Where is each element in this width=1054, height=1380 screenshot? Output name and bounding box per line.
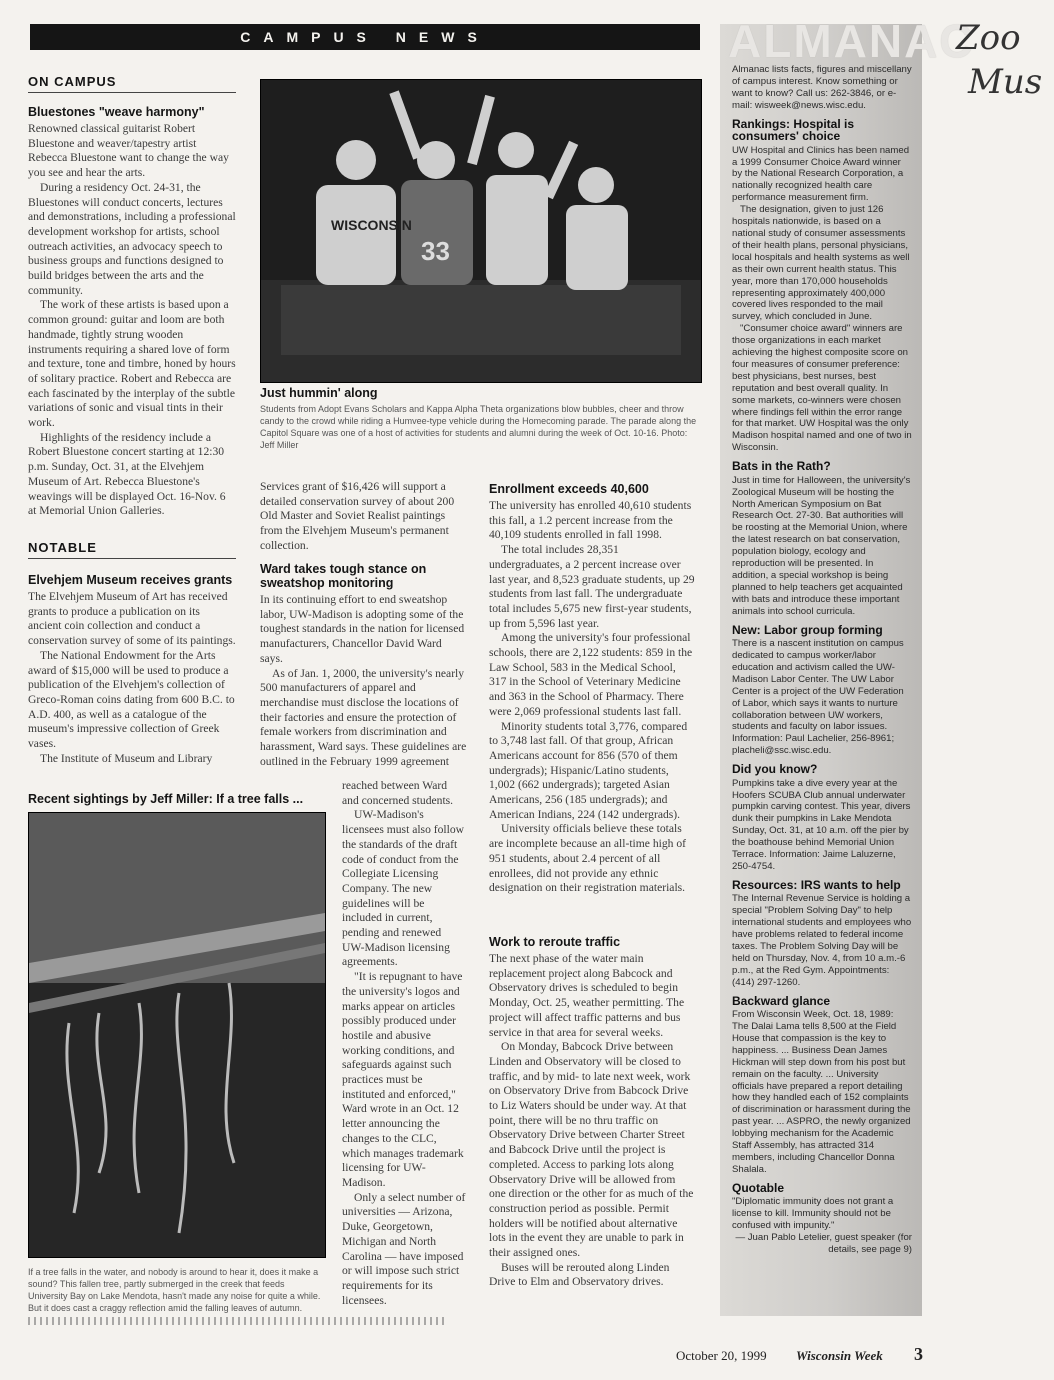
paragraph: reached between Ward and concerned students. (342, 779, 454, 807)
article-body (28, 590, 236, 766)
fallen-tree-photo (28, 812, 326, 1258)
handwritten-note-line1: Zoo (956, 18, 1021, 58)
almanac-item-heading: Did you know? (732, 762, 818, 777)
paragraph: Minority students total 3,776, compared to 3,748 last fall. Of that group, African Americans account for 856 (570 of them undergrads); Hispanic/Latino students, 1,002 (662 undergrads); targeted Asian Americans, 256 (185 undergrads); and American Indians, 224 (142 undergrads). (489, 719, 688, 821)
enrollment-article (489, 482, 695, 896)
article-headline: Enrollment exceeds 40,600 (489, 482, 649, 496)
section-label: ON CAMPUS (28, 74, 236, 93)
almanac-title: ALMANAC (728, 15, 975, 67)
article-body (260, 593, 467, 769)
svg-text:33: 33 (421, 236, 450, 266)
article-body (489, 499, 695, 896)
paragraph: UW Hospital and Clinics has been named a 1999 Consumer Choice Award winner by the National Research Corporation, a nationally recognized health care performance measurement firm. (732, 144, 910, 204)
paragraph: University officials believe these totals are incomplete because an all-time high of 951 students, about 2.4 percent of all enrollees, did not provide any ethnic designation on their registration materials. (489, 822, 687, 895)
paragraph: Services grant of $16,426 will support a detailed conservation survey of about 200 Old Master and Soviet Realist paintings from the Elvehjem Museum's permanent collection. (260, 480, 455, 552)
paragraph: "It is repugnant to have the university's logos and marks appear on articles possibly produced under hostile and abusive working conditions, and safeguards against such practices must be instituted and enforced," Ward wrote in an Oct. 12 letter announcing the changes to the CLC, which manages trademark licensing for UW-Madison. (342, 970, 464, 1189)
paragraph: From Wisconsin Week, Oct. 18, 1989: The Dalai Lama tells 8,500 at the Field House that compassion is the key to happiness. ... Business Dean James Hickman will step down from his post but remain on the faculty. ... University officials have prepared a report detailing how they handled each of 152 complaints of discrimination or harassment during the past year. ... ASPRO, the newly organized lobbying mechanism for the Academic Staff Assembly, has attracted 314 members, including Chancellor Donna Shalala. (732, 1009, 911, 1175)
issue-date: October 20, 1999 (676, 1348, 767, 1363)
paragraph: Renowned classical guitarist Robert Bluestone and weaver/tapestry artist Rebecca Bluestone want to change the way you see and hear the arts. (28, 122, 229, 180)
paragraph: The university has enrolled 40,610 students this fall, a 1.2 percent increase from the 40,109 students enrolled in fall 1998. (489, 499, 692, 542)
paragraph: During a residency Oct. 24-31, the Bluestones will conduct concerts, lectures and demonstrations, including a professional development workshop for artists, school outreach activities, an advocacy speech to business groups and functions designed to build bridges between the arts and the community. (28, 180, 236, 297)
paragraph: UW-Madison's licensees must also follow the standards of the draft code of conduct from the Collegiate Licensing Company. The new guidelines will be included in current, pending and renewed UW-Madison licensing agreements. (342, 808, 465, 969)
paragraph: In its continuing effort to end sweatshop labor, UW-Madison is adopting some of the toughest standards in the nation for licensed manufacturers, Chancellor David Ward says. (260, 593, 465, 665)
photo-headline-block (28, 792, 328, 809)
publication-name: Wisconsin Week (796, 1348, 883, 1363)
almanac-item-heading: Backward glance (732, 993, 831, 1008)
section-label: NOTABLE (28, 540, 236, 559)
almanac-sidebar (720, 24, 922, 1316)
notable-section (28, 540, 236, 766)
article-headline: Elvehjem Museum receives grants (28, 573, 233, 587)
paragraph: On Monday, Babcock Drive between Linden and Observatory will be closed to traffic, and by mid- to late next week, work on Observatory Drive from Babcock Drive to Liz Waters should be under way. At that point, there will be no thru traffic on Observatory Drive between Charter Street and Babcock Drive until the project is completed. Access to parking lots along Observatory Drive will be allowed from one direction or the other for as much of the construction period as possible. Permit holders will be notified about alternative lots in the event they are unable to park in their assigned ones. (489, 1040, 694, 1260)
paragraph: Buses will be rerouted along Linden Drive to Elm and Observatory drives. (489, 1260, 670, 1289)
paragraph: As of Jan. 1, 2000, the university's nearly 500 manufacturers of apparel and merchandise must disclose the locations of their factories and ensure the protection of female workers from discrimination and harassment, Ward says. These guidelines are outlined in the February 1999 agreement (260, 666, 467, 768)
paragraph: The National Endowment for the Arts award of $15,000 will be used to produce a publication of the Elvehjem's collection of Greco-Roman coins dating from 600 B.C. to A.D. 400, as well as a catalogue of the museum's impressive collection of Greek vases. (28, 648, 235, 751)
photo-caption: Students from Adopt Evans Scholars and Kappa Alpha Theta organizations blow bubbles, cheer and throw candy to the crowd while riding a Humvee-type vehicle during the Homecoming parade. The parade along the Capitol Square was one of a host of activities for students and alumni during the week of Oct. 10-16. Photo: Jeff Miller (260, 404, 697, 450)
article-headline: Work to reroute traffic (489, 935, 621, 949)
traffic-article (489, 935, 695, 1290)
photo-headline: Recent sightings by Jeff Miller: If a tree falls ... (28, 792, 304, 806)
on-campus-section (28, 74, 236, 519)
almanac-item-heading: Resources: IRS wants to help (732, 877, 901, 892)
paragraph: Just in time for Halloween, the university's Zoological Museum will be hosting the North American Symposium on Bat Research Oct. 27-30. Bat authorities will be roosting at the Memorial Union, where the latest research on bat conservation, population biology, ecology and reproduction will be presented. In addition, a special workshop is being planned to help teachers get acquainted with bats and introduce these important animals into school curricula. (732, 474, 911, 617)
article-body (28, 122, 236, 519)
homecoming-photo (260, 79, 702, 383)
campus-news-banner: CAMPUS NEWS (30, 24, 700, 50)
paragraph: "Consumer choice award" winners are those organizations in each market achieving the highest composite score on four measures of consumer preference: best physicians, best nurses, best reputation and best overall quality. In some markets, co-winners were chosen where findings fell within the error range for that market. UW Hospital was the only Madison hospital named and one of two in Wisconsin. (732, 323, 912, 454)
article-headline: Ward takes tough stance on sweatshop monitoring (260, 562, 427, 590)
almanac-content (732, 64, 912, 1256)
almanac-intro: Almanac lists facts, figures and miscellany of campus interest. Know something or want to know? Call us: 262-3846, or e-mail: wisweek@news.wisc.edu. (732, 64, 912, 111)
paragraph: Pumpkins take a dive every year at the Hoofers SCUBA Club annual underwater pumpkin carving contest. This year, divers dunk their pumpkins in Lake Mendota Sunday, Oct. 31, at 10 a.m. off the pier by the boathouse behind Memorial Union Terrace. Information: Jaime Laluzerne, 250-4754. (732, 777, 911, 872)
almanac-item-heading: Rankings: Hospital is consumers' choice (732, 116, 855, 144)
article-headline: Bluestones "weave harmony" (28, 105, 205, 119)
notable-continued (260, 480, 467, 554)
dotted-rule (28, 1317, 448, 1325)
sweatshop-article (260, 562, 467, 769)
almanac-item-heading: New: Labor group forming (732, 622, 883, 637)
almanac-item-heading: Quotable (732, 1180, 785, 1195)
attribution: — Juan Pablo Letelier, guest speaker (for details, see page 9) (735, 1232, 912, 1255)
sweatshop-narrow-column (342, 779, 466, 1308)
paragraph: There is a nascent institution on campus dedicated to campus worker/labor education and activism called the UW-Madison Labor Center. The UW Labor Center is a project of the UW Federation of Labor, which says it wants to nurture collaboration between UW workers, students and faculty on labor issues. Information: Paul Lachelier, 256-8961; placheli@ssc.wisc.edu. (732, 638, 904, 757)
svg-text:WISCONSIN: WISCONSIN (331, 217, 412, 233)
article-body (489, 952, 695, 1290)
paragraph: Among the university's four professional schools, there are 2,122 students: 859 in the Law School, 583 in the Medical School, 317 in the School of Veterinary Medicine and 363 in the School of Pharmacy. There were 2,069 professional students last fall. (489, 631, 693, 718)
page-number: 3 (914, 1344, 923, 1364)
paragraph: Highlights of the residency include a Robert Bluestone concert starting at 12:30 p.m. Sunday, Oct. 31, at the Elvehjem Museum of Art. Rebecca Bluestone's weavings will be displayed Oct. 16-Nov. 6 at Memorial Union Galleries. (28, 430, 226, 518)
photo-headline: Just hummin' along (260, 386, 378, 400)
paragraph: The total includes 28,351 undergraduates, a 2 percent increase over last year, and 8,523 graduate students, up 29 students from last fall. The undergraduate total includes 5,675 new first-year students, up from 5,596 last year. (489, 543, 695, 630)
paragraph: Only a select number of universities — Arizona, Duke, Georgetown, Michigan and North Carolina — have imposed or will impose such strict requirements for its licensees. (342, 1190, 466, 1307)
paragraph: The work of these artists is based upon a common ground: guitar and loom are both handmade, tightly strung wooden instruments requiring a shared love of form and texture, tone and timbre, honed by hours of solitary practice. Robert and Rebecca are each fascinated by the interplay of the subtle variations of sonic and visual tints in their work. (28, 298, 236, 430)
paragraph: The Institute of Museum and Library (40, 751, 213, 765)
paragraph: The next phase of the water main replacement project along Babcock and Observatory drives is scheduled to begin Monday, Oct. 25, weather permitting. The project will affect traffic patterns and bus service in that area for several weeks. (489, 952, 685, 1039)
paragraph: "Diplomatic immunity does not grant a license to kill. Immunity should not be confused with impunity." (732, 1196, 894, 1232)
photo-caption: If a tree falls in the water, and nobody is around to hear it, does it make a sound? This fallen tree, partly submerged in the creek that feeds University Bay on Lake Mendota, hasn't made any noise for quite a while. But it does cast a craggy reflection amid the falling leaves of autumn. (28, 1267, 321, 1313)
paragraph: The Internal Revenue Service is holding a special "Problem Solving Day" to help international students and employees who have problems related to federal income taxes. The Problem Solving Day will be held on Thursday, Nov. 4, from 10 a.m.-6 p.m., at the Red Gym. Appointments: (414) 297-1260. (732, 893, 912, 988)
handwritten-note-line2: Mus (968, 62, 1043, 102)
paragraph: The Elvehjem Museum of Art has received grants to produce a publication on its ancient coin collection and conduct a conservation survey of some of its paintings. (28, 590, 236, 648)
paragraph: The designation, given to just 126 hospitals nationwide, is based on a national study of consumer assessments of their health plans, personal physicians, local hospitals and health systems as well as their own current health status. This year, more than 170,000 households representing approximately 400,000 covered lives responded to the mail survey, which concluded in June. (732, 204, 910, 323)
photo-caption-block (260, 386, 700, 451)
almanac-item-heading: Bats in the Rath? (732, 459, 831, 474)
